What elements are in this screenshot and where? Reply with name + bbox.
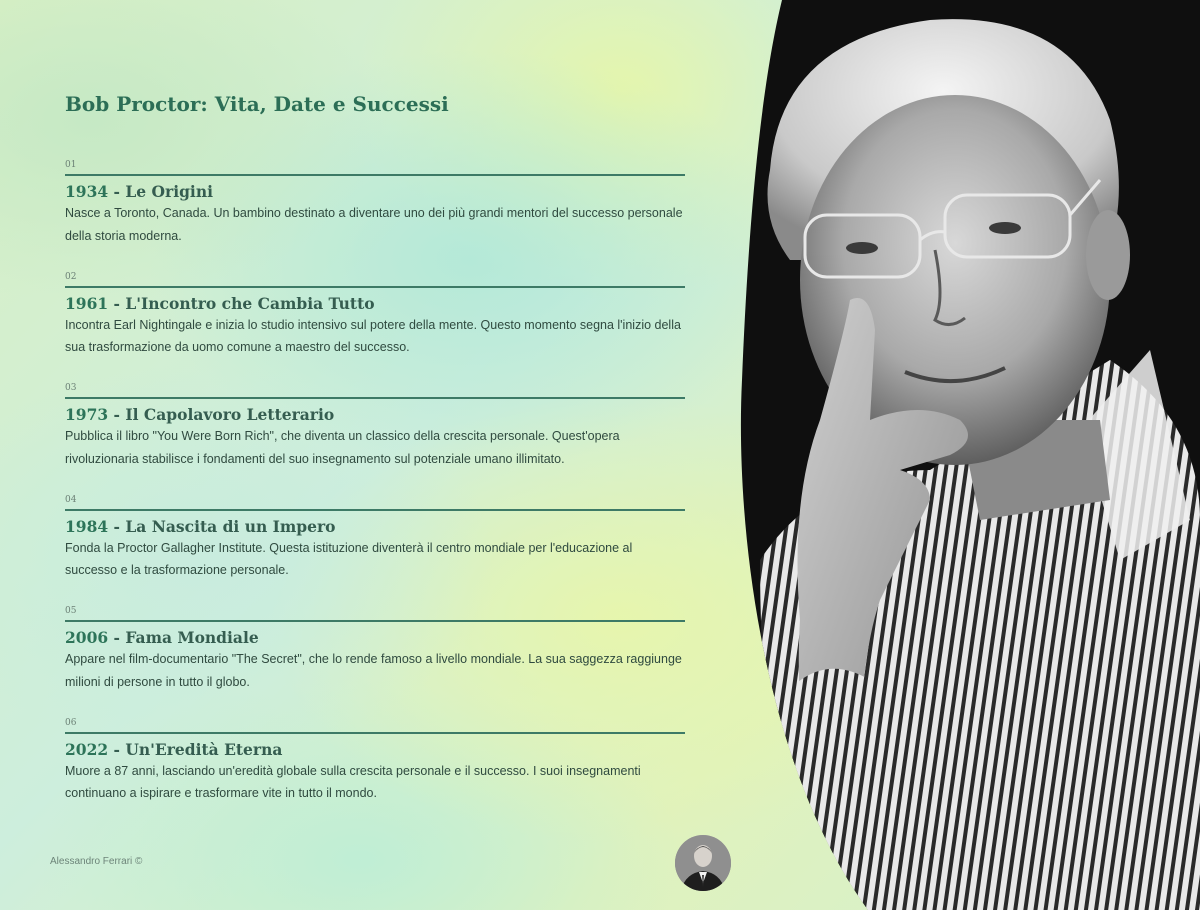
timeline-entry	[65, 717, 685, 829]
timeline-entry	[65, 494, 685, 606]
entry-heading	[65, 294, 685, 313]
entry-title: - Fama Mondiale	[113, 628, 259, 647]
avatar-image	[675, 835, 731, 891]
entry-year: 2006	[65, 628, 109, 647]
footer-credit: Alessandro Ferrari ©	[50, 856, 143, 867]
entry-heading	[65, 740, 685, 759]
entry-number: 02	[65, 271, 685, 288]
entry-number: 04	[65, 494, 685, 511]
timeline-entry	[65, 271, 685, 383]
entry-title: - Le Origini	[113, 182, 213, 201]
entry-year: 1961	[65, 293, 109, 313]
entry-description: Pubblica il libro "You Were Born Rich", che diventa un classico della crescita personale. Quest'opera rivoluzionaria stabilisce i fondamenti del suo insegnamento sul potenziale umano illimitato.	[65, 429, 620, 466]
entry-year: 2022	[65, 739, 109, 759]
entry-number: 06	[65, 717, 685, 734]
entry-heading	[65, 628, 685, 647]
entry-year: 1973	[65, 405, 109, 424]
entry-year: 1984	[65, 516, 109, 536]
timeline-entry	[65, 159, 685, 271]
entry-heading	[65, 405, 685, 424]
entry-title: - Un'Eredità Eterna	[113, 739, 283, 759]
entry-title: - L'Incontro che Cambia Tutto	[113, 293, 375, 313]
timeline-entry	[65, 382, 685, 494]
entry-title: - La Nascita di un Impero	[113, 516, 336, 536]
entry-heading	[65, 517, 685, 536]
page-title: Bob Proctor: Vita, Date e Successi	[65, 92, 449, 116]
timeline-list	[65, 159, 685, 828]
entry-heading	[65, 182, 685, 201]
entry-description: Muore a 87 anni, lasciando un'eredità globale sulla crescita personale e il successo. I suoi insegnamenti continuano a ispirare e trasformare vite in tutto il mondo.	[65, 763, 641, 800]
entry-number: 03	[65, 382, 685, 399]
author-avatar	[675, 835, 731, 891]
entry-year: 1934	[65, 182, 109, 201]
entry-description: Nasce a Toronto, Canada. Un bambino destinato a diventare uno dei più grandi mentori del successo personale della storia moderna.	[65, 206, 683, 243]
entry-description: Appare nel film-documentario "The Secret", che lo rende famoso a livello mondiale. La sua saggezza raggiunge milioni di persone in tutto il globo.	[65, 652, 682, 689]
entry-description: Incontra Earl Nightingale e inizia lo studio intensivo sul potere della mente. Questo momento segna l'inizio della sua trasformazione da uomo comune a maestro del successo.	[65, 317, 681, 354]
entry-description: Fonda la Proctor Gallagher Institute. Questa istituzione diventerà il centro mondiale per l'educazione al successo e la trasformazione personale.	[65, 540, 633, 577]
entry-number: 05	[65, 605, 685, 622]
entry-title: - Il Capolavoro Letterario	[113, 405, 335, 424]
timeline-entry	[65, 605, 685, 717]
entry-number: 01	[65, 159, 685, 176]
